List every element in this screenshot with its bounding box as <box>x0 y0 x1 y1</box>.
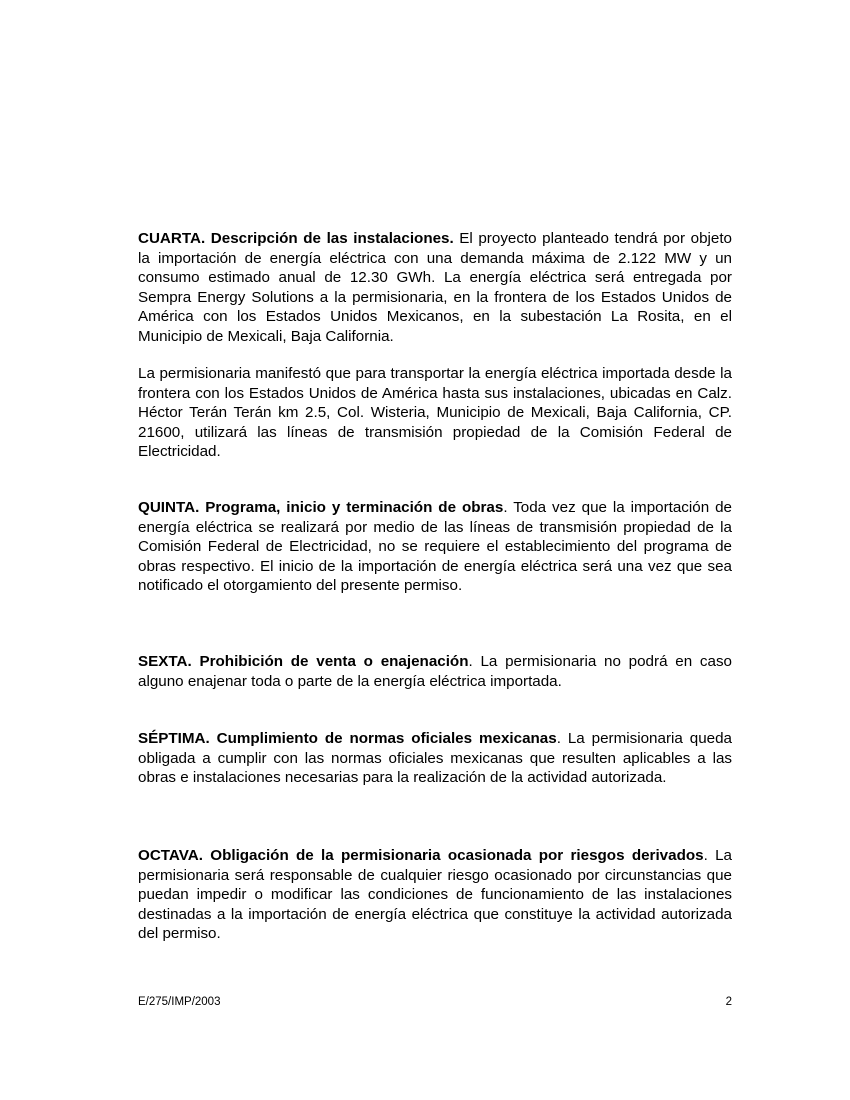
clause-septima <box>138 729 732 788</box>
clause-septima-heading: SÉPTIMA. Cumplimiento de normas oficiales mexicanas <box>138 730 557 747</box>
clause-cuarta-heading: CUARTA. Descripción de las instalaciones. <box>138 230 454 247</box>
footer-document-reference: E/275/IMP/2003 <box>138 996 221 1008</box>
footer-page-number: 2 <box>725 996 732 1008</box>
clause-quinta-body: . Toda vez que la importación de energía eléctrica se realizará por medio de las líneas de transmisión propiedad de la Comisión Federal de Electricidad, no se requiere el establecimiento del programa de obras respectivo. El inicio de la importación de energía eléctrica será una vez que sea notificado el otorgamiento del presente permiso. <box>138 499 732 594</box>
clause-cuarta-paragraph-2-body: La permisionaria manifestó que para transportar la energía eléctrica importada desde la frontera con los Estados Unidos de América hasta sus instalaciones, ubicadas en Calz. Héctor Terán Terán km 2.5, Col. Wisteria, Municipio de Mexicali, Baja California, CP. 21600, utilizará las líneas de transmisión propiedad de la Comisión Federal de Electricidad. <box>138 365 732 460</box>
clause-sexta <box>138 652 732 691</box>
clause-sexta-heading: SEXTA. Prohibición de venta o enajenación <box>138 653 469 670</box>
clause-cuarta-paragraph-2 <box>138 364 732 462</box>
clause-octava <box>138 846 732 944</box>
clause-septima-body: . La permisionaria queda obligada a cumplir con las normas oficiales mexicanas que resulten aplicables a las obras e instalaciones necesarias para la realización de la actividad autorizada. <box>138 730 732 786</box>
clause-cuarta <box>138 229 732 346</box>
clause-cuarta-body: El proyecto planteado tendrá por objeto la importación de energía eléctrica con una demanda máxima de 2.122 MW y un consumo estimado anual de 12.30 GWh. La energía eléctrica será entregada por Sempra Energy Solutions a la permisionaria, en la frontera de los Estados Unidos de América con los Estados Unidos Mexicanos, en la subestación La Rosita, en el Municipio de Mexicali, Baja California. <box>138 230 733 345</box>
clause-octava-body: . La permisionaria será responsable de cualquier riesgo ocasionado por circunstancias que puedan impedir o modificar las condiciones de funcionamiento de las instalaciones destinadas a la importación de energía eléctrica que constituye la actividad autorizada del permiso. <box>138 847 732 942</box>
clause-sexta-body: . La permisionaria no podrá en caso alguno enajenar toda o parte de la energía eléctrica importada. <box>138 653 732 690</box>
clause-octava-heading: OCTAVA. Obligación de la permisionaria ocasionada por riesgos derivados <box>138 847 704 864</box>
clause-quinta-heading: QUINTA. Programa, inicio y terminación de obras <box>138 499 504 516</box>
clause-quinta <box>138 498 732 596</box>
